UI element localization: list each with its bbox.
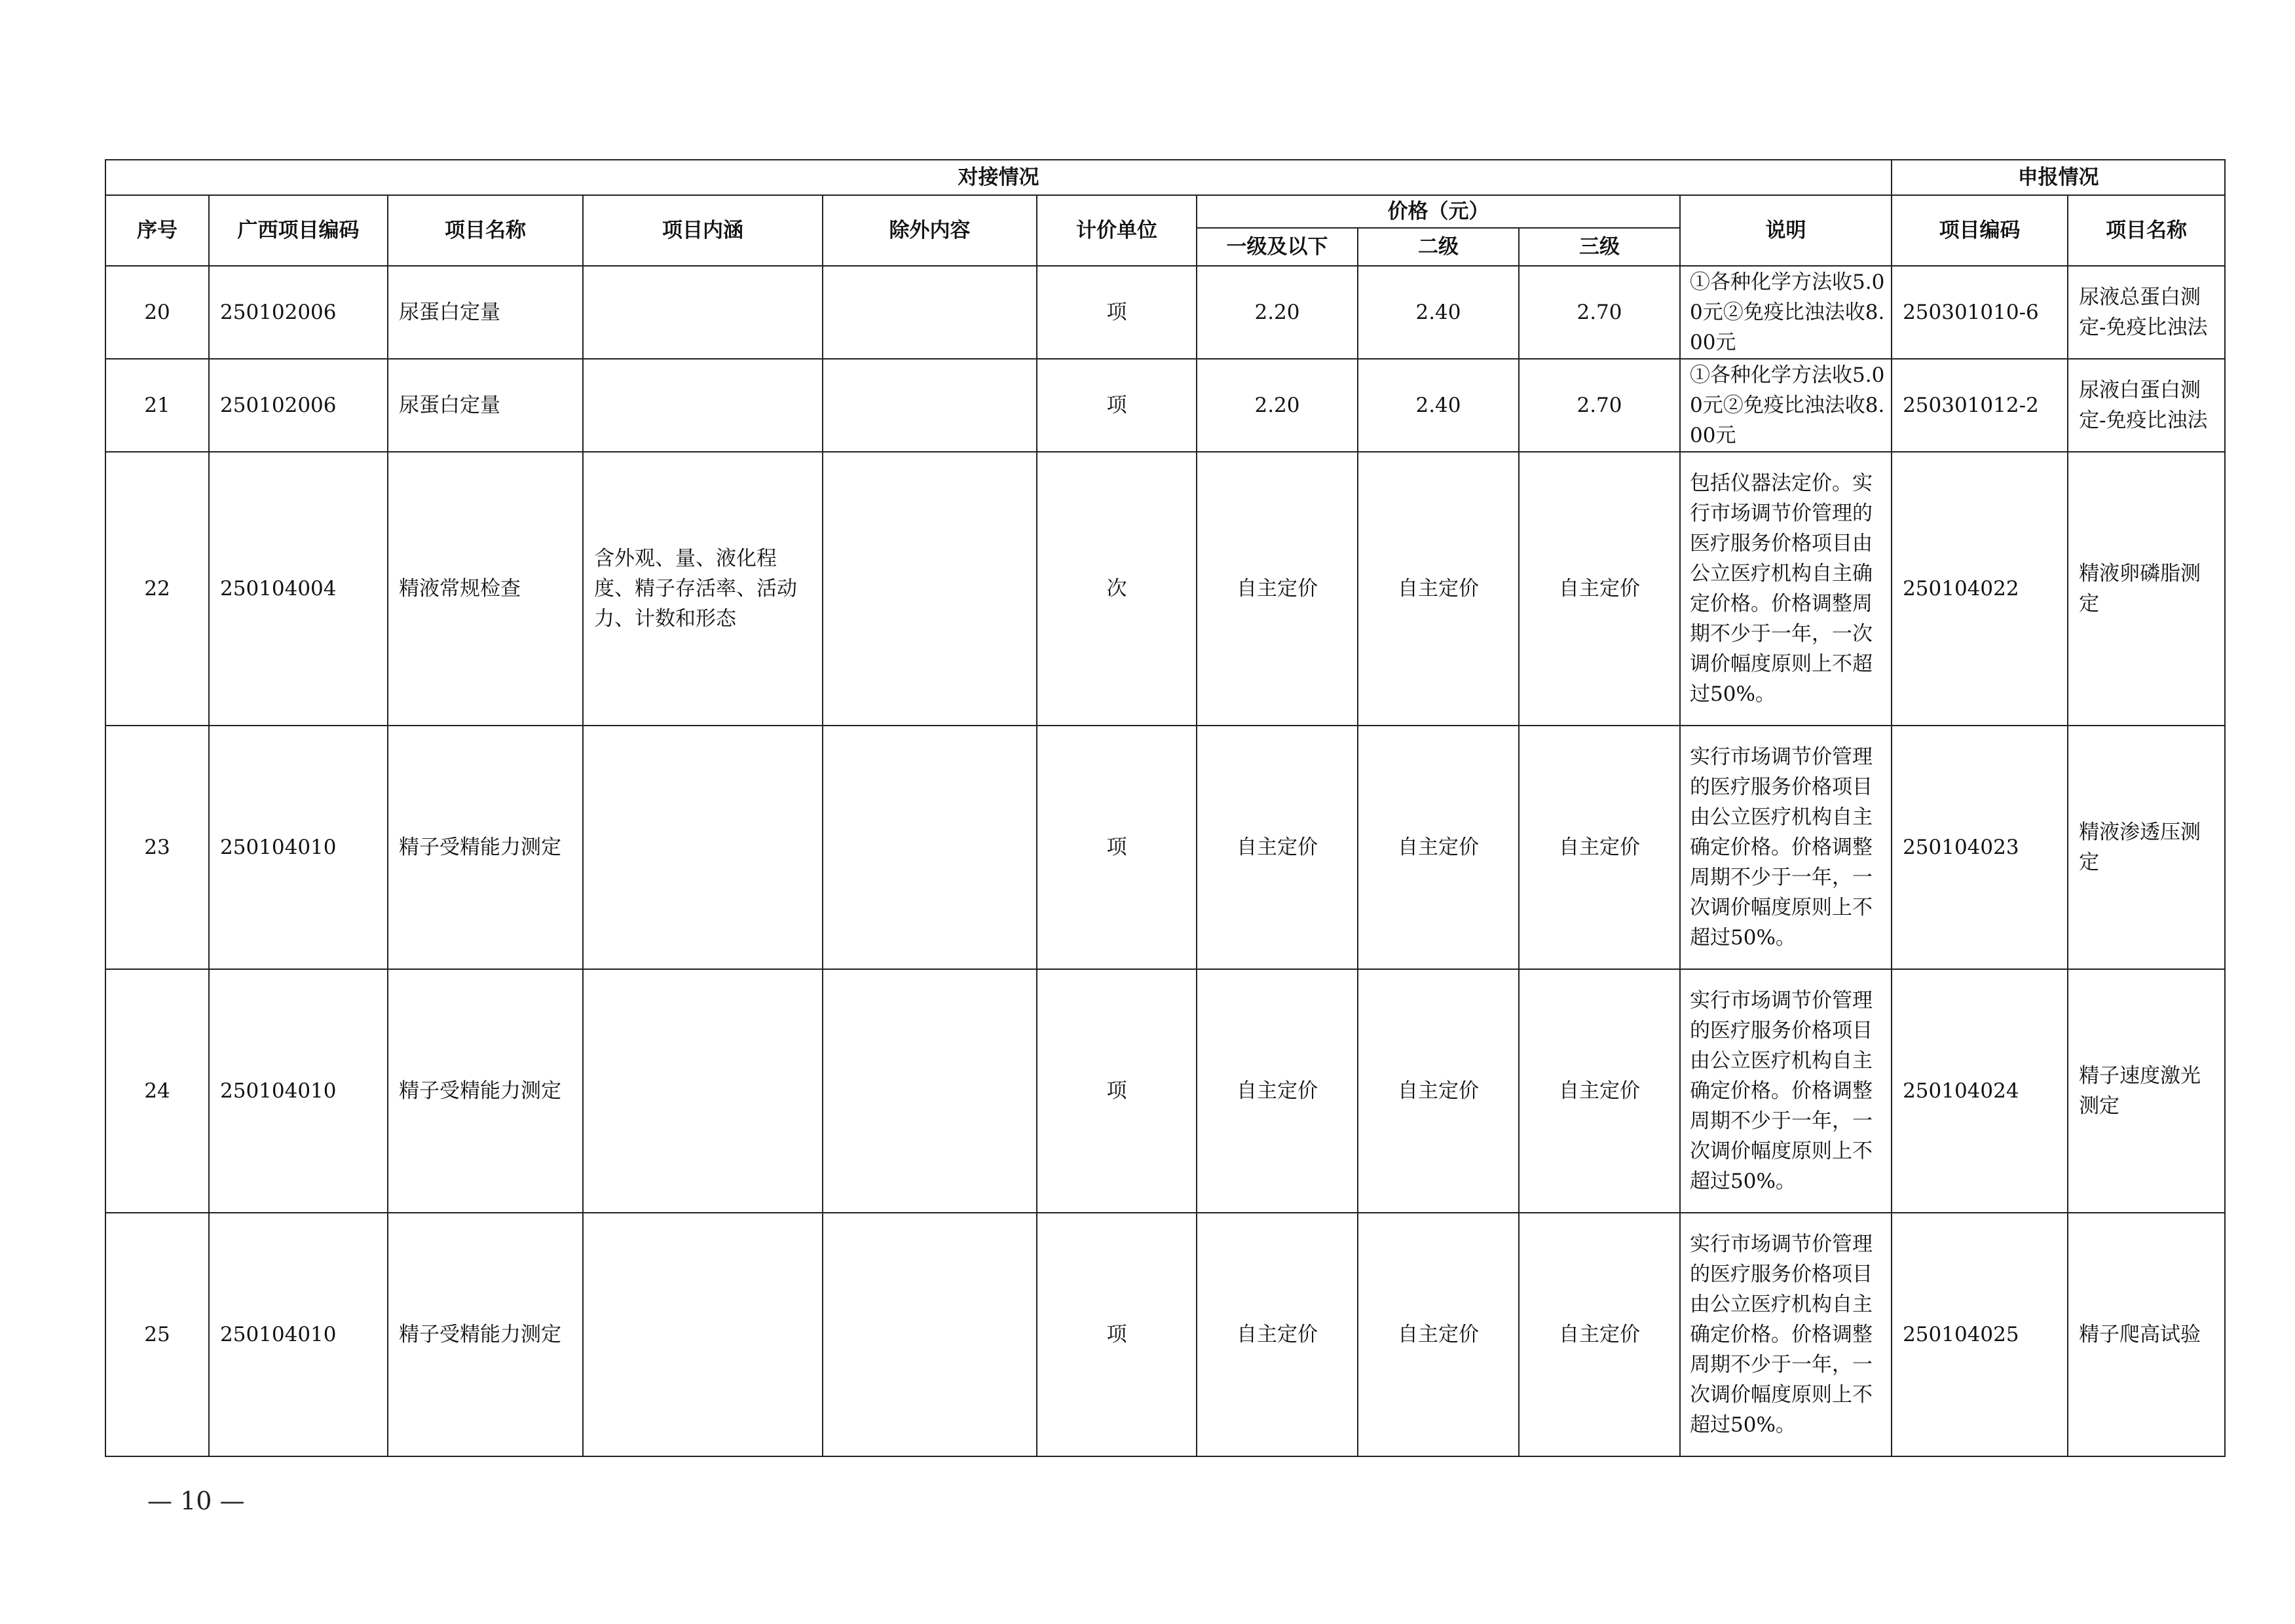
cell-gx-code: 250102006 xyxy=(209,266,388,359)
column-header-row xyxy=(105,195,2225,228)
cell-name: 精子受精能力测定 xyxy=(388,726,583,969)
cell-price-level3: 2.70 xyxy=(1519,266,1680,359)
cell-gx-code: 250104010 xyxy=(209,726,388,969)
cell-seq: 20 xyxy=(105,266,209,359)
cell-excluded xyxy=(823,452,1037,726)
col-header-decl-name: 项目名称 xyxy=(2068,195,2225,266)
col-header-level3: 三级 xyxy=(1519,228,1680,266)
cell-content xyxy=(583,266,823,359)
cell-decl-code: 250104023 xyxy=(1892,726,2068,969)
cell-excluded xyxy=(823,1213,1037,1456)
cell-content xyxy=(583,969,823,1213)
cell-price-level1: 自主定价 xyxy=(1197,452,1358,726)
cell-content xyxy=(583,359,823,452)
cell-decl-code: 250104022 xyxy=(1892,452,2068,726)
cell-price-level1: 自主定价 xyxy=(1197,726,1358,969)
cell-price-level2: 自主定价 xyxy=(1358,969,1519,1213)
table-row xyxy=(105,1213,2225,1456)
cell-price-level2: 自主定价 xyxy=(1358,726,1519,969)
cell-price-level1: 自主定价 xyxy=(1197,1213,1358,1456)
cell-decl-name: 精子速度激光测定 xyxy=(2068,969,2225,1213)
cell-price-level3: 自主定价 xyxy=(1519,726,1680,969)
cell-price-level2: 自主定价 xyxy=(1358,1213,1519,1456)
cell-name: 精子受精能力测定 xyxy=(388,969,583,1213)
col-header-level2: 二级 xyxy=(1358,228,1519,266)
cell-gx-code: 250102006 xyxy=(209,359,388,452)
cell-price-level1: 2.20 xyxy=(1197,266,1358,359)
cell-price-level2: 2.40 xyxy=(1358,359,1519,452)
cell-name: 尿蛋白定量 xyxy=(388,266,583,359)
cell-decl-name: 精液渗透压测定 xyxy=(2068,726,2225,969)
table-row xyxy=(105,359,2225,452)
col-header-excluded: 除外内容 xyxy=(823,195,1037,266)
cell-decl-name: 尿液白蛋白测定-免疫比浊法 xyxy=(2068,359,2225,452)
table-row xyxy=(105,266,2225,359)
col-header-seq: 序号 xyxy=(105,195,209,266)
cell-note: 实行市场调节价管理的医疗服务价格项目由公立医疗机构自主确定价格。价格调整周期不少于一年，一次调价幅度原则上不超过50%。 xyxy=(1680,726,1892,969)
col-header-note: 说明 xyxy=(1680,195,1892,266)
pricing-table xyxy=(105,159,2226,1457)
cell-content xyxy=(583,1213,823,1456)
page-number: — 10 — xyxy=(147,1486,245,1515)
cell-price-level1: 2.20 xyxy=(1197,359,1358,452)
group-header-row xyxy=(105,160,2225,195)
cell-decl-name: 精液卵磷脂测定 xyxy=(2068,452,2225,726)
cell-seq: 22 xyxy=(105,452,209,726)
cell-decl-code: 250301010-6 xyxy=(1892,266,2068,359)
cell-unit: 项 xyxy=(1037,1213,1197,1456)
cell-gx-code: 250104004 xyxy=(209,452,388,726)
cell-unit: 项 xyxy=(1037,726,1197,969)
cell-unit: 项 xyxy=(1037,359,1197,452)
cell-decl-code: 250104024 xyxy=(1892,969,2068,1213)
col-header-decl-code: 项目编码 xyxy=(1892,195,2068,266)
group-header-declare: 申报情况 xyxy=(1892,160,2225,195)
col-header-name: 项目名称 xyxy=(388,195,583,266)
cell-gx-code: 250104010 xyxy=(209,969,388,1213)
cell-excluded xyxy=(823,726,1037,969)
cell-decl-name: 精子爬高试验 xyxy=(2068,1213,2225,1456)
cell-excluded xyxy=(823,359,1037,452)
cell-content: 含外观、量、液化程度、精子存活率、活动力、计数和形态 xyxy=(583,452,823,726)
cell-price-level3: 2.70 xyxy=(1519,359,1680,452)
col-header-content: 项目内涵 xyxy=(583,195,823,266)
cell-name: 精液常规检查 xyxy=(388,452,583,726)
col-header-unit: 计价单位 xyxy=(1037,195,1197,266)
group-header-docking: 对接情况 xyxy=(105,160,1892,195)
table-row xyxy=(105,726,2225,969)
cell-seq: 24 xyxy=(105,969,209,1213)
cell-decl-code: 250104025 xyxy=(1892,1213,2068,1456)
table-row xyxy=(105,969,2225,1213)
cell-price-level2: 2.40 xyxy=(1358,266,1519,359)
cell-price-level1: 自主定价 xyxy=(1197,969,1358,1213)
cell-price-level2: 自主定价 xyxy=(1358,452,1519,726)
col-header-gx-code: 广西项目编码 xyxy=(209,195,388,266)
cell-decl-code: 250301012-2 xyxy=(1892,359,2068,452)
cell-price-level3: 自主定价 xyxy=(1519,452,1680,726)
cell-price-level3: 自主定价 xyxy=(1519,969,1680,1213)
cell-gx-code: 250104010 xyxy=(209,1213,388,1456)
cell-unit: 项 xyxy=(1037,266,1197,359)
cell-seq: 23 xyxy=(105,726,209,969)
cell-content xyxy=(583,726,823,969)
cell-name: 尿蛋白定量 xyxy=(388,359,583,452)
cell-price-level3: 自主定价 xyxy=(1519,1213,1680,1456)
cell-seq: 25 xyxy=(105,1213,209,1456)
cell-note: 实行市场调节价管理的医疗服务价格项目由公立医疗机构自主确定价格。价格调整周期不少于一年，一次调价幅度原则上不超过50%。 xyxy=(1680,969,1892,1213)
cell-name: 精子受精能力测定 xyxy=(388,1213,583,1456)
cell-excluded xyxy=(823,266,1037,359)
cell-note: ①各种化学方法收5.00元②免疫比浊法收8.00元 xyxy=(1680,359,1892,452)
cell-note: 实行市场调节价管理的医疗服务价格项目由公立医疗机构自主确定价格。价格调整周期不少于一年，一次调价幅度原则上不超过50%。 xyxy=(1680,1213,1892,1456)
cell-unit: 次 xyxy=(1037,452,1197,726)
col-header-price: 价格（元） xyxy=(1197,195,1680,228)
cell-note: 包括仪器法定价。实行市场调节价管理的医疗服务价格项目由公立医疗机构自主确定价格。价格调整周期不少于一年，一次调价幅度原则上不超过50%。 xyxy=(1680,452,1892,726)
cell-unit: 项 xyxy=(1037,969,1197,1213)
cell-excluded xyxy=(823,969,1037,1213)
cell-decl-name: 尿液总蛋白测定-免疫比浊法 xyxy=(2068,266,2225,359)
cell-note: ①各种化学方法收5.00元②免疫比浊法收8.00元 xyxy=(1680,266,1892,359)
table-row xyxy=(105,452,2225,726)
col-header-level1: 一级及以下 xyxy=(1197,228,1358,266)
cell-seq: 21 xyxy=(105,359,209,452)
